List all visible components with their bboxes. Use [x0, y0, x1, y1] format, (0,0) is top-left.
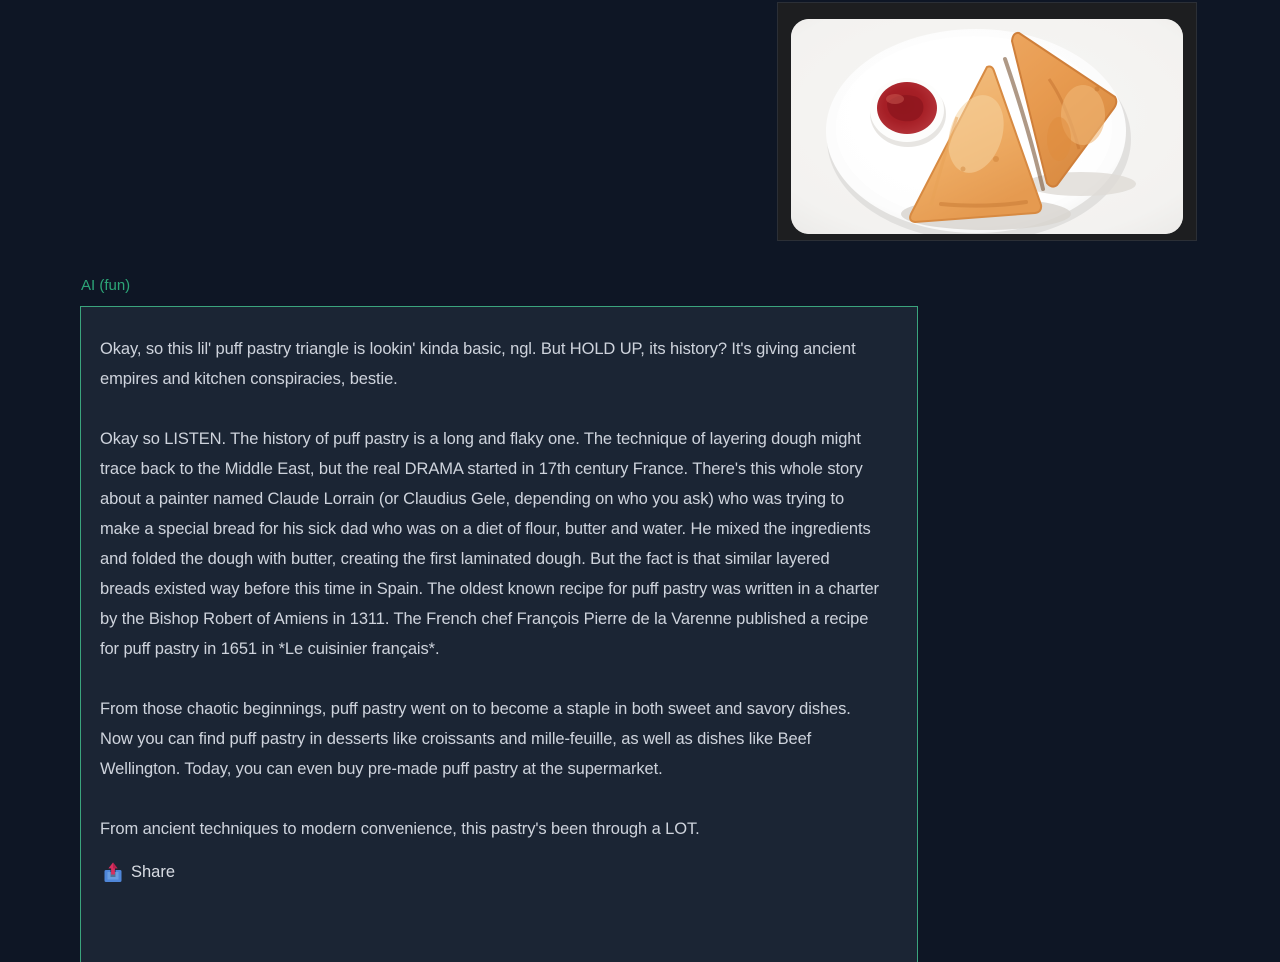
share-label: Share	[131, 863, 176, 881]
share-button[interactable]	[104, 862, 175, 883]
message-paragraph: From ancient techniques to modern convenience, this pastry's been through a LOT.	[100, 820, 700, 838]
food-image[interactable]	[791, 19, 1183, 234]
message-paragraphs	[100, 334, 881, 844]
ai-message-box	[80, 306, 918, 962]
message-paragraph: Okay so LISTEN. The history of puff pastry is a long and flaky one. The technique of layering dough might trace back to the Middle East, but the real DRAMA started in 17th century France. There's this whole story about a painter named Claude Lorrain (or Claudius Gele, depending on who you ask) who was trying to make a special bread for his sick dad who was on a diet of flour, butter and water. He mixed the ingredients and folded the dough with butter, creating the first laminated dough. But the fact is that similar layered breads existed way before this time in Spain. The oldest known recipe for puff pastry was written in a charter by the Bishop Robert of Amiens in 1311. The French chef François Pierre de la Varenne published a recipe for puff pastry in 1651 in *Le cuisinier français*.	[100, 430, 879, 658]
message-paragraph: From those chaotic beginnings, puff pastry went on to become a staple in both sweet and savory dishes. Now you can find puff pastry in desserts like croissants and mille-feuille, as well as dishes like Beef Wellington. Today, you can even buy pre-made puff pastry at the supermarket.	[100, 700, 851, 778]
puff-pastry-photo-drawing	[791, 19, 1183, 234]
food-image-card	[777, 2, 1197, 241]
sender-label: AI (fun)	[81, 277, 131, 294]
share-icon	[104, 862, 122, 883]
message-paragraph: Okay, so this lil' puff pastry triangle is lookin' kinda basic, ngl. But HOLD UP, its history? It's giving ancient empires and kitchen conspiracies, bestie.	[100, 340, 856, 388]
